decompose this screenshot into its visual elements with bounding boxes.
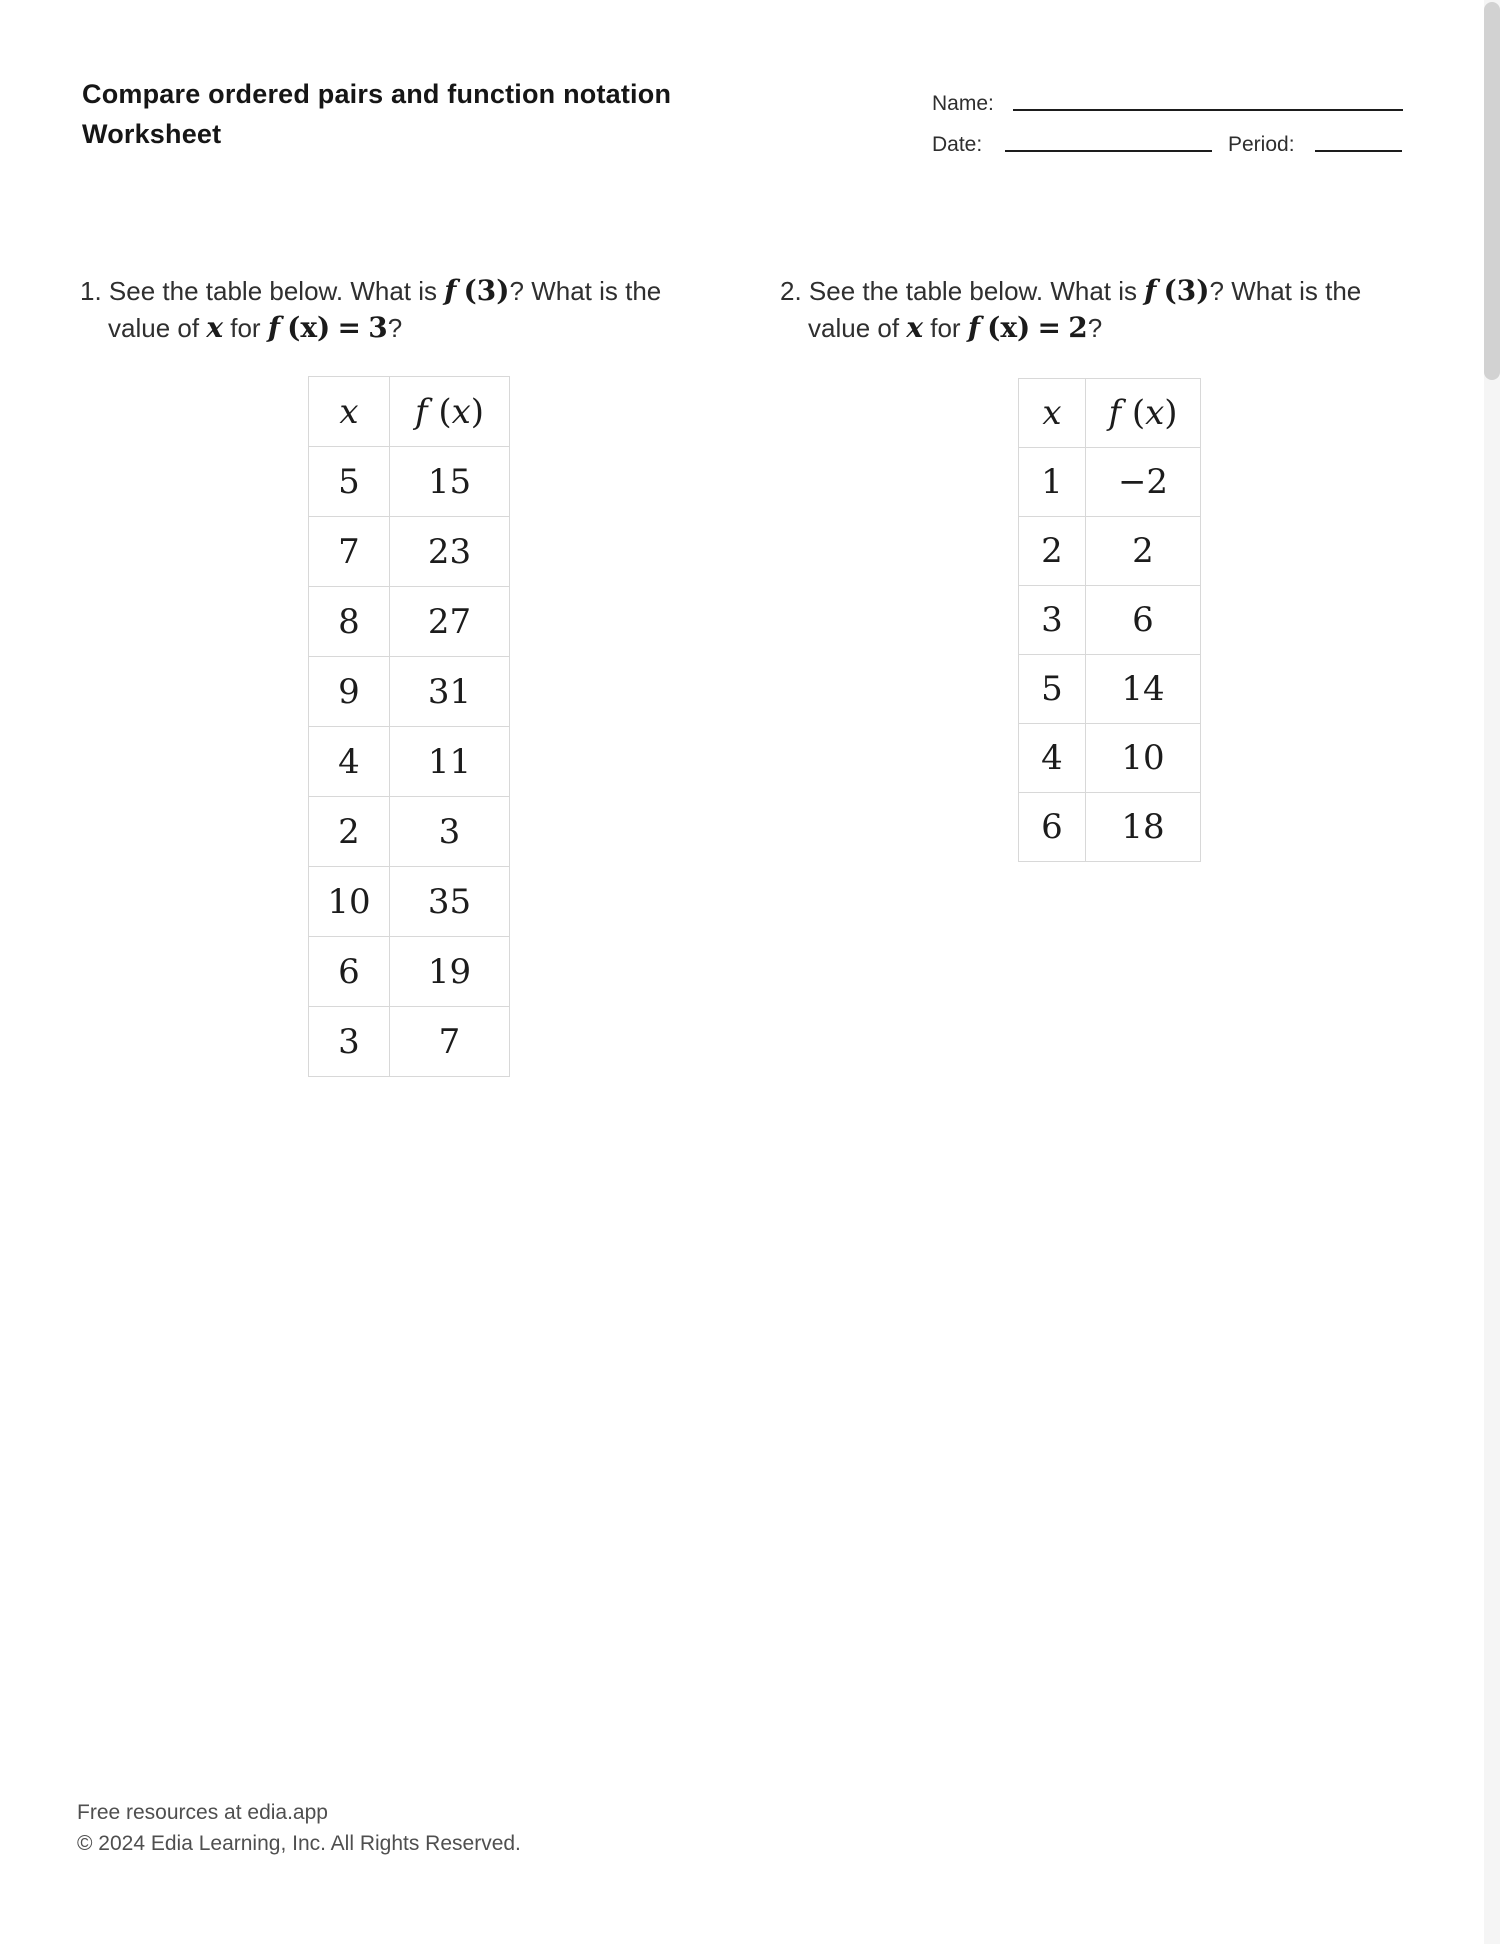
math-open-paren: (	[438, 391, 452, 432]
question-2-line2	[780, 310, 1361, 347]
footer-copyright-text: © 2024 Edia Learning, Inc. All Rights Reserved.	[77, 1832, 521, 1855]
table-cell: 14	[1086, 655, 1201, 724]
table-header-row	[1019, 379, 1201, 448]
table-cell: 9	[309, 657, 390, 727]
table-row	[309, 517, 510, 587]
table-row	[309, 727, 510, 797]
footer-resources-text: Free resources at edia.app	[77, 1801, 328, 1824]
table-cell: 2	[1019, 517, 1086, 586]
table-cell: 2	[309, 797, 390, 867]
table-row	[1019, 586, 1201, 655]
worksheet-title-line2: Worksheet	[82, 119, 222, 149]
table-cell: 6	[309, 937, 390, 1007]
math-f: f	[1144, 274, 1157, 307]
question-1-text: for	[230, 313, 261, 343]
question-1-text: ?	[387, 313, 403, 343]
math-f: f	[267, 311, 280, 344]
table-row	[1019, 517, 1201, 586]
table-cell: 3	[309, 1007, 390, 1077]
math-x: x	[1145, 393, 1165, 433]
period-blank-line	[1315, 150, 1402, 152]
math-x: x	[451, 391, 471, 432]
table-cell: 5	[309, 447, 390, 517]
math-f: f	[414, 391, 428, 432]
scrollbar-thumb[interactable]	[1484, 2, 1500, 380]
question-1-line1	[80, 273, 661, 310]
question-2-text: See the table below. What is	[808, 276, 1138, 306]
page-footer	[77, 1797, 521, 1859]
table-row	[1019, 724, 1201, 793]
math-x: x	[1042, 393, 1062, 433]
table-cell: 10	[1086, 724, 1201, 793]
table-cell: 10	[309, 867, 390, 937]
worksheet-title	[82, 74, 671, 154]
math-equals: =	[337, 311, 362, 344]
table-header-x	[309, 377, 390, 447]
question-1-text: ? What is the	[509, 276, 662, 306]
table-row	[309, 867, 510, 937]
question-2-text: ? What is the	[1209, 276, 1362, 306]
table-row	[309, 587, 510, 657]
question-2-line1	[780, 273, 1361, 310]
table-header-x	[1019, 379, 1086, 448]
table-cell: 18	[1086, 793, 1201, 862]
table-row	[1019, 793, 1201, 862]
table-cell: 19	[390, 937, 510, 1007]
math-close-paren: )	[1164, 393, 1178, 433]
math-x: x	[339, 391, 359, 432]
date-label: Date:	[932, 133, 983, 156]
table-cell: 35	[390, 867, 510, 937]
math-arg: (3)	[463, 274, 510, 307]
table-cell: 31	[390, 657, 510, 727]
date-blank-line	[1005, 150, 1212, 152]
math-f: f	[444, 274, 457, 307]
scrollbar-track[interactable]	[1484, 0, 1500, 1944]
table-header-fx	[390, 377, 510, 447]
table-cell: −2	[1086, 448, 1201, 517]
question-1	[80, 273, 661, 347]
table-cell: 6	[1019, 793, 1086, 862]
table-row	[1019, 655, 1201, 724]
table-cell: 6	[1086, 586, 1201, 655]
function-table-1	[308, 376, 510, 1077]
question-2-text: value of	[808, 313, 900, 343]
table-header-row	[309, 377, 510, 447]
math-arg: (3)	[1163, 274, 1210, 307]
math-f: f	[1108, 393, 1122, 433]
table-row	[309, 797, 510, 867]
table-cell: 7	[390, 1007, 510, 1077]
question-2-text: ?	[1087, 313, 1103, 343]
table-cell: 4	[1019, 724, 1086, 793]
question-2-number: 2.	[780, 276, 802, 306]
table-cell: 5	[1019, 655, 1086, 724]
table-cell: 11	[390, 727, 510, 797]
table-cell: 3	[390, 797, 510, 867]
math-equals: =	[1037, 311, 1062, 344]
name-label: Name:	[932, 92, 994, 115]
math-value: 2	[1068, 311, 1088, 344]
math-value: 3	[368, 311, 388, 344]
question-1-text: See the table below. What is	[108, 276, 438, 306]
table-cell: 8	[309, 587, 390, 657]
function-table-2	[1018, 378, 1201, 862]
table-cell: 4	[309, 727, 390, 797]
table-cell: 15	[390, 447, 510, 517]
period-label: Period:	[1228, 133, 1295, 156]
math-f: f	[967, 311, 980, 344]
math-arg: (x)	[287, 311, 331, 344]
math-x: x	[906, 311, 924, 344]
question-1-text: value of	[108, 313, 200, 343]
table-cell: 23	[390, 517, 510, 587]
question-2	[780, 273, 1361, 347]
math-x: x	[206, 311, 224, 344]
table-row	[309, 937, 510, 1007]
name-blank-line	[1013, 109, 1403, 111]
question-2-text: for	[930, 313, 961, 343]
math-open-paren: (	[1131, 393, 1146, 433]
table-row	[1019, 448, 1201, 517]
question-1-line2	[80, 310, 661, 347]
table-row	[309, 657, 510, 727]
table-cell: 1	[1019, 448, 1086, 517]
table-cell: 27	[390, 587, 510, 657]
math-arg: (x)	[987, 311, 1031, 344]
question-1-number: 1.	[80, 276, 102, 306]
worksheet-title-line1: Compare ordered pairs and function notation	[82, 79, 672, 109]
table-cell: 2	[1086, 517, 1201, 586]
table-cell: 3	[1019, 586, 1086, 655]
table-row	[309, 447, 510, 517]
table-row	[309, 1007, 510, 1077]
math-close-paren: )	[470, 391, 485, 432]
table-cell: 7	[309, 517, 390, 587]
table-header-fx	[1086, 379, 1201, 448]
